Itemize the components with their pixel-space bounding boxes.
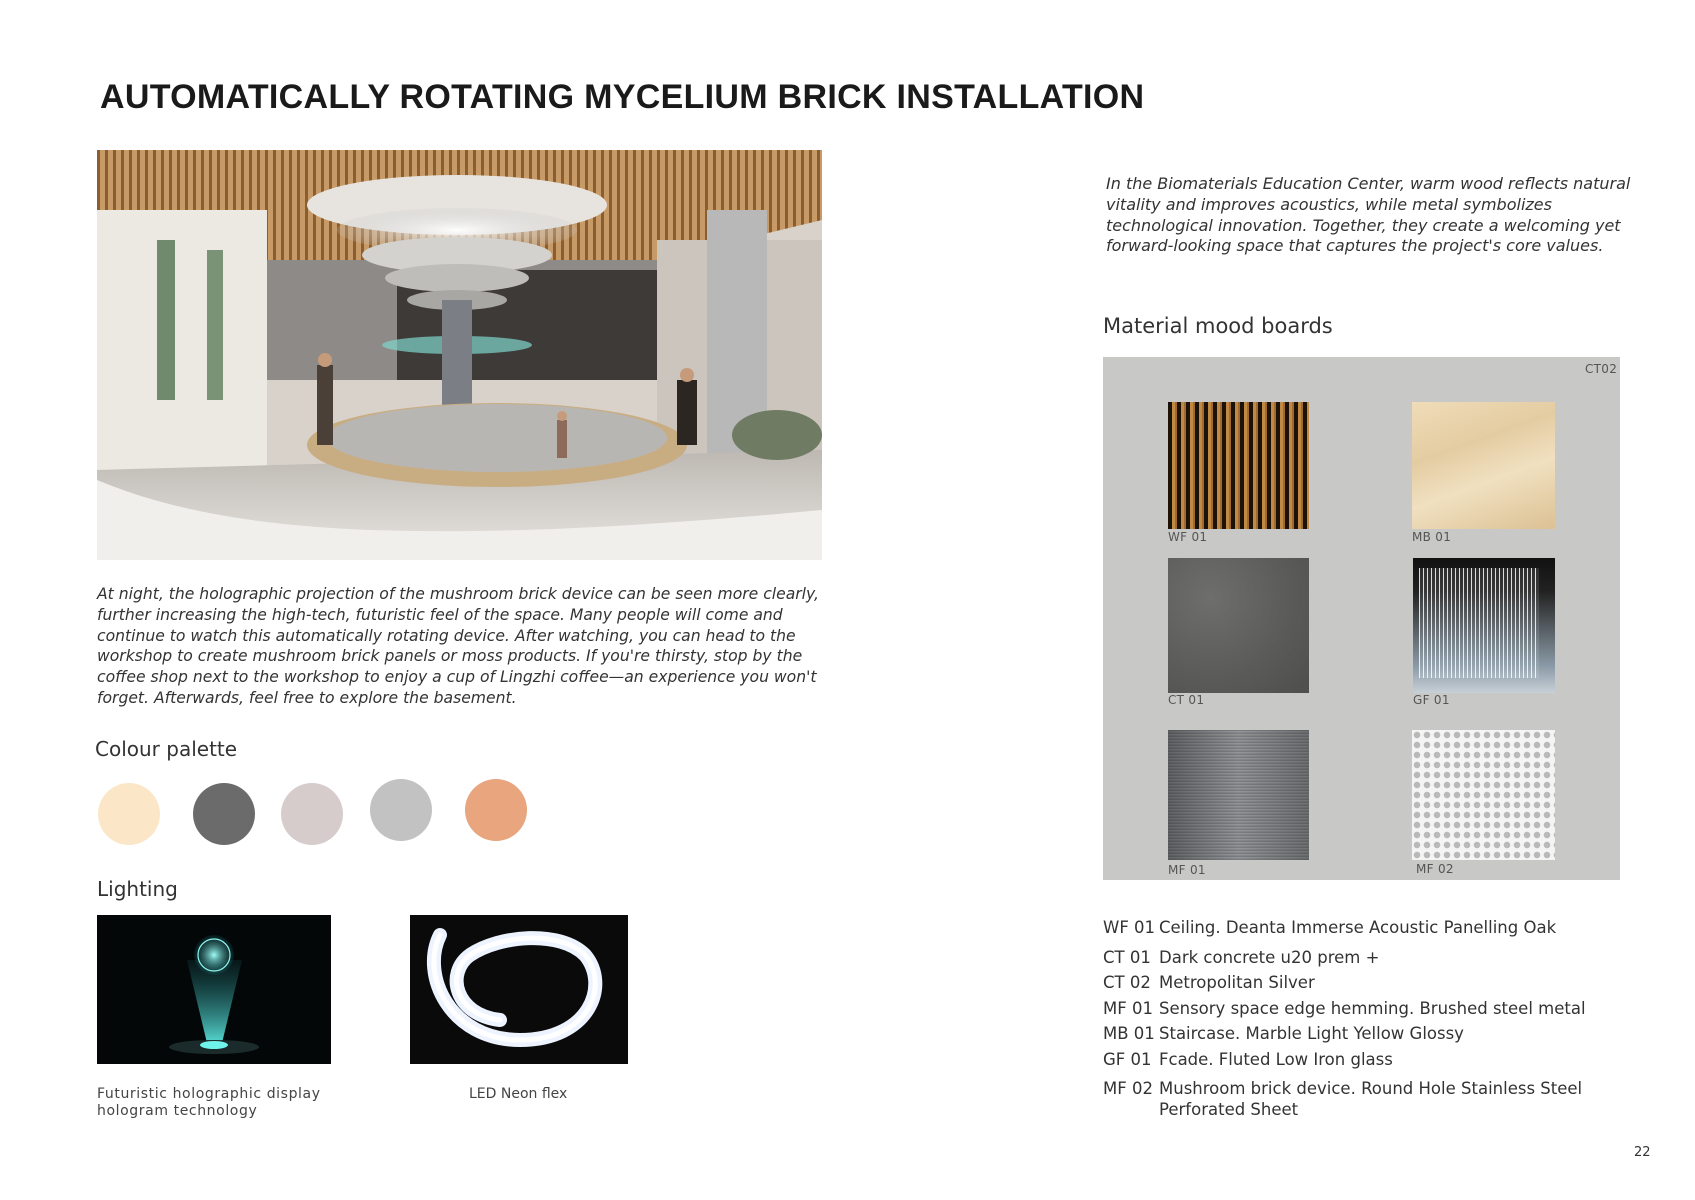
tile-marble-light-yellow xyxy=(1412,402,1555,529)
spec-row xyxy=(1103,998,1663,1019)
spec-code: MB 01 xyxy=(1103,1024,1155,1043)
page-title: AUTOMATICALLY ROTATING MYCELIUM BRICK INSTALLATION xyxy=(100,78,1145,116)
colour-swatch-dark-grey xyxy=(193,783,255,845)
spec-description: Ceiling. Deanta Immerse Acoustic Panelling Oak xyxy=(1159,918,1557,937)
colour-swatch-mauve-grey xyxy=(281,783,343,845)
mood-boards-heading: Material mood boards xyxy=(1103,314,1333,338)
intro-description: In the Biomaterials Education Center, warm wood reflects natural vitality and improves acoustics, while metal symbolizes technological innovation. Together, they create a welcoming yet forward-looking space that captures the project's core values. xyxy=(1106,174,1631,256)
spec-row xyxy=(1103,972,1663,993)
spec-code: CT 01 xyxy=(1103,948,1151,967)
spec-description: Metropolitan Silver xyxy=(1159,973,1315,992)
hologram-display-image xyxy=(97,915,331,1064)
spec-code: MF 01 xyxy=(1103,999,1153,1018)
colour-swatch-cream xyxy=(98,783,160,845)
spec-description: Dark concrete u20 prem + xyxy=(1159,948,1380,967)
tile-perforated-steel xyxy=(1412,730,1555,860)
tile-label-mf01: MF 01 xyxy=(1168,863,1206,877)
spec-row xyxy=(1103,1023,1663,1044)
tile-fluted-glass xyxy=(1413,558,1555,693)
spec-row xyxy=(1103,917,1663,938)
led-neon-caption: LED Neon flex xyxy=(469,1086,568,1102)
material-mood-board xyxy=(1103,357,1620,880)
spec-code: CT 02 xyxy=(1103,973,1151,992)
tile-label-wf01: WF 01 xyxy=(1168,530,1208,544)
board-code-label: CT02 xyxy=(1585,362,1618,376)
spec-description: Mushroom brick device. Round Hole Stainless Steel Perforated Sheet xyxy=(1159,1079,1583,1119)
tile-brushed-steel xyxy=(1168,730,1309,860)
colour-palette-heading: Colour palette xyxy=(95,737,238,761)
tile-wood-acoustic-panel xyxy=(1168,402,1309,529)
spec-row xyxy=(1103,1078,1663,1120)
tile-dark-concrete xyxy=(1168,558,1309,693)
colour-swatch-peach xyxy=(465,779,527,841)
led-neon-flex-image xyxy=(410,915,628,1064)
lighting-heading: Lighting xyxy=(97,877,178,901)
spec-code: MF 02 xyxy=(1103,1079,1153,1098)
colour-swatch-light-grey xyxy=(370,779,432,841)
spec-code: WF 01 xyxy=(1103,918,1156,937)
spec-code: GF 01 xyxy=(1103,1050,1152,1069)
spec-description: Sensory space edge hemming. Brushed steel metal xyxy=(1159,999,1586,1018)
tile-label-gf01: GF 01 xyxy=(1413,693,1450,707)
page-number: 22 xyxy=(1634,1145,1651,1160)
spec-row xyxy=(1103,1049,1663,1070)
tile-label-mf02: MF 02 xyxy=(1416,862,1454,876)
spec-row xyxy=(1103,947,1663,968)
tile-label-mb01: MB 01 xyxy=(1412,530,1452,544)
spec-description: Fcade. Fluted Low Iron glass xyxy=(1159,1050,1393,1069)
hologram-caption: Futuristic holographic display hologram technology xyxy=(97,1086,321,1119)
tile-label-ct01: CT 01 xyxy=(1168,693,1205,707)
night-description: At night, the holographic projection of the mushroom brick device can be seen more clearly, further increasing the high-tech, futuristic feel of the space. Many people will come and continue to watch this automatically rotating device. After watching, you can head to the workshop to create mushroom brick panels or moss products. If you're thirsty, stop by the coffee shop next to the workshop to enjoy a cup of Lingzhi coffee—an experience you won't forget. Afterwards, feel free to explore the basement. xyxy=(97,585,819,707)
installation-render-image xyxy=(97,150,822,560)
spec-description: Staircase. Marble Light Yellow Glossy xyxy=(1159,1024,1464,1043)
